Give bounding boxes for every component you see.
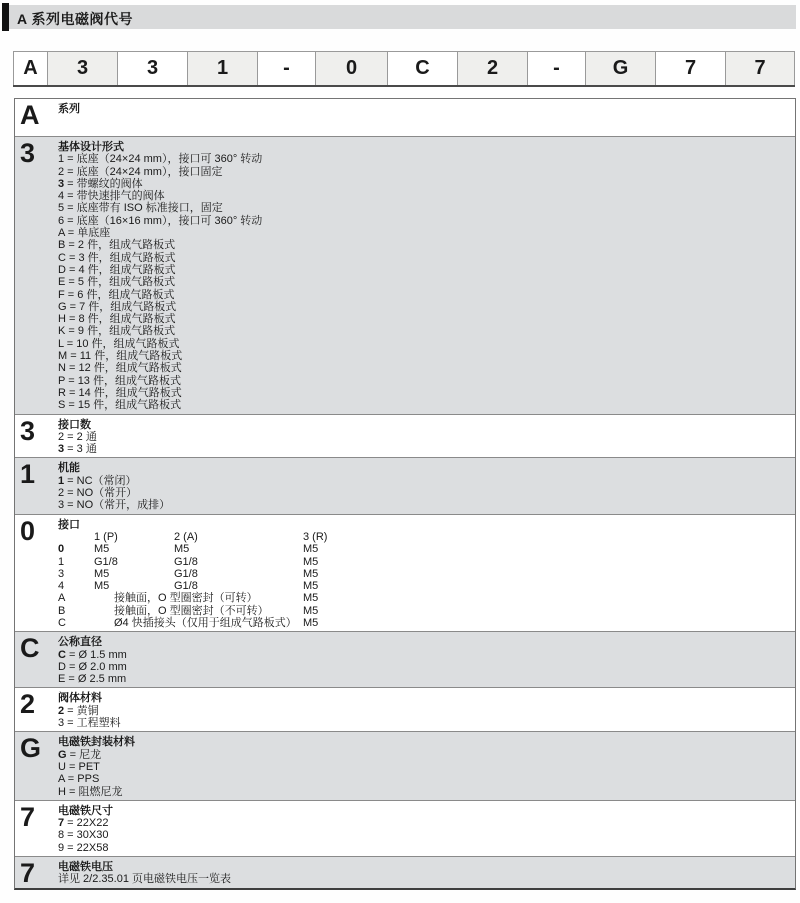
line-text: 10 件，组成气路板式 (76, 337, 180, 350)
spec-table (14, 98, 796, 890)
model-code-row (13, 51, 795, 87)
port-table-row (58, 556, 789, 568)
port-cell: M5 (94, 543, 110, 556)
section-title: 电磁铁电压 (58, 861, 113, 874)
line-equals: = (67, 350, 80, 363)
section-code: 0 (20, 515, 36, 546)
port-header-cell: 2 (A) (174, 530, 198, 543)
spec-line (58, 817, 789, 829)
line-text: 8 件，组成气路板式 (78, 313, 176, 326)
section-note: 详见 2/2.35.01 页电磁铁电压一览表 (58, 873, 231, 886)
line-equals: = (64, 202, 77, 215)
line-key: G (58, 748, 67, 761)
spec-line (58, 202, 789, 214)
line-key: H (58, 313, 66, 326)
line-text: 30X30 (76, 829, 109, 842)
port-cell: G1/8 (94, 555, 118, 568)
header-accent-bar (2, 3, 9, 31)
port-cell: M5 (94, 567, 110, 580)
line-text: Ø 1.5 mm (78, 648, 127, 661)
line-text: 13 件，组成气路板式 (77, 374, 181, 387)
spec-line (58, 649, 789, 661)
section-code: 7 (20, 801, 36, 832)
line-equals: = (65, 673, 78, 686)
spec-line (58, 387, 789, 399)
line-equals: = (64, 177, 77, 190)
line-equals: = (65, 276, 78, 289)
line-text: 3 件，组成气路板式 (78, 251, 176, 264)
spec-line (58, 252, 789, 264)
port-row-code: A (58, 592, 66, 605)
port-cell: M5 (174, 543, 190, 556)
line-key: B (58, 239, 66, 252)
port-header-cell: 3 (R) (303, 530, 328, 543)
line-equals: = (64, 165, 77, 178)
spec-line (58, 153, 789, 165)
spec-line (58, 761, 789, 773)
section-code: 1 (20, 459, 36, 490)
line-text: 15 件，组成气路板式 (77, 399, 182, 412)
line-key: S (58, 399, 66, 412)
spec-line (58, 431, 789, 443)
line-key: 7 (58, 817, 65, 830)
line-key: E (58, 673, 66, 686)
port-table-row (58, 592, 789, 604)
section-body (58, 857, 795, 888)
port-cell: M5 (303, 567, 319, 580)
section-code: A (20, 100, 40, 130)
spec-line (58, 325, 789, 337)
line-key: 9 (58, 841, 65, 854)
section-row-10 (15, 856, 795, 888)
port-table-row (58, 617, 789, 629)
line-equals: = (64, 487, 77, 500)
page-title: A 系列电磁阀代号 (17, 11, 133, 27)
code-cell-3: 3 (117, 51, 187, 85)
spec-line (58, 166, 789, 178)
spec-line (58, 499, 789, 511)
port-row-code: 3 (58, 567, 65, 580)
line-key: P (58, 374, 66, 387)
line-equals: = (65, 399, 78, 412)
section-body (58, 415, 795, 458)
spec-line (58, 375, 789, 387)
spec-line (58, 749, 789, 761)
spec-line (58, 773, 789, 785)
spec-line (58, 673, 789, 685)
code-cell-3: 3 (47, 51, 117, 85)
line-key: D (58, 660, 66, 673)
section-title: 公称直径 (58, 636, 102, 649)
line-text: 7 件，组成气路板式 (79, 300, 177, 313)
section-title: 基体设计形式 (58, 141, 124, 153)
line-text: 14 件，组成气路板式 (78, 386, 182, 399)
port-table-row (58, 580, 789, 592)
line-key: K (58, 325, 66, 338)
line-text: 12 件，组成气路板式 (78, 362, 182, 375)
line-equals: = (63, 337, 77, 350)
code-cell-G: G (585, 51, 655, 85)
line-text: 11 件，组成气路板式 (79, 350, 183, 363)
port-cell: M5 (303, 543, 319, 556)
line-key: 5 (58, 202, 65, 215)
port-cell: M5 (303, 604, 319, 617)
line-key: 1 (58, 153, 65, 166)
line-equals: = (66, 748, 80, 761)
port-cell: M5 (94, 580, 110, 593)
line-text: 5 件，组成气路板式 (77, 276, 176, 289)
line-equals: = (65, 263, 79, 276)
line-key: 6 (58, 214, 65, 227)
port-cell: M5 (303, 555, 319, 568)
spec-line (58, 264, 789, 276)
line-text: Ø 2.0 mm (78, 660, 127, 673)
line-key: 2 (58, 487, 65, 500)
port-cell: M5 (303, 580, 319, 593)
port-table (58, 531, 789, 629)
section-body (58, 515, 795, 632)
line-equals: = (65, 785, 79, 798)
line-equals: = (64, 841, 77, 854)
line-text: 底座带有 ISO 标准接口，固定 (76, 202, 223, 215)
section-body (58, 801, 795, 856)
line-equals: = (64, 817, 77, 830)
line-text: 底座（24×24 mm），接口可 360° 转动 (76, 153, 263, 166)
line-key: 3 (58, 499, 65, 512)
section-row-6 (15, 631, 795, 687)
line-key: A (58, 773, 65, 786)
line-text: 带螺纹的阀体 (76, 177, 143, 190)
line-text: 单底座 (77, 227, 111, 240)
line-equals: = (64, 214, 77, 227)
port-span-cell: 接触面，O 型圈密封（可转） (114, 592, 258, 605)
line-text: 22X22 (76, 817, 109, 830)
line-text: PET (78, 760, 100, 773)
section-row-7 (15, 687, 795, 731)
section-row-4 (15, 457, 795, 513)
port-table-row (58, 543, 789, 555)
line-equals: = (64, 499, 77, 512)
line-equals: = (64, 430, 77, 443)
section-body (58, 732, 795, 799)
line-equals: = (64, 153, 77, 166)
spec-line (58, 350, 789, 362)
spec-line (58, 443, 789, 455)
line-text: NO（常开） (76, 487, 138, 500)
line-equals: = (66, 300, 80, 313)
line-key: D (58, 263, 66, 276)
port-cell: G1/8 (174, 567, 198, 580)
line-text: 4 件，组成气路板式 (78, 263, 176, 276)
section-code: 7 (20, 858, 36, 889)
line-equals: = (65, 374, 78, 387)
code-cell-dash: - (527, 51, 585, 85)
section-title: 电磁铁尺寸 (58, 804, 113, 817)
section-title: 接口 (58, 518, 80, 531)
line-key: 2 (58, 430, 65, 443)
line-equals: = (65, 239, 78, 252)
section-title: 阀体材料 (58, 692, 102, 705)
line-text: 底座（24×24 mm），接口固定 (76, 165, 223, 178)
line-equals: = (65, 648, 79, 661)
code-cell-C: C (387, 51, 457, 85)
section-row-1 (15, 99, 795, 136)
spec-line (58, 338, 789, 350)
line-equals: = (64, 474, 77, 487)
port-row-code: 1 (58, 555, 65, 568)
spec-line (58, 215, 789, 227)
section-body (58, 99, 795, 136)
section-code: 3 (20, 138, 36, 168)
line-key: E (58, 276, 66, 289)
section-code: G (20, 733, 42, 764)
line-key: H (58, 785, 66, 798)
line-key: R (58, 386, 66, 399)
section-row-8 (15, 731, 795, 799)
spec-line (58, 717, 789, 729)
code-cell-2: 2 (457, 51, 527, 85)
line-equals: = (65, 660, 79, 673)
section-row-2 (15, 136, 795, 414)
port-span-cell: 接触面，O 型圈密封（不可转） (114, 604, 269, 617)
line-equals: = (64, 717, 77, 730)
line-key: M (58, 350, 68, 363)
line-equals: = (64, 443, 77, 456)
line-text: 22X58 (76, 841, 109, 854)
line-key: G (58, 300, 67, 313)
section-title: 电磁铁封装材料 (58, 736, 135, 749)
line-key: 3 (58, 443, 65, 456)
section-body (58, 632, 795, 687)
line-equals: = (64, 829, 77, 842)
line-key: U (58, 760, 66, 773)
line-text: 6 件，组成气路板式 (77, 288, 175, 301)
port-header-spacer (58, 531, 94, 543)
spec-line (58, 399, 789, 411)
line-key: 8 (58, 829, 65, 842)
line-text: 带快速排气的阀体 (76, 190, 165, 203)
spec-line (58, 190, 789, 202)
port-cell: M5 (303, 592, 319, 605)
section-row-5 (15, 514, 795, 632)
spec-line (58, 829, 789, 841)
line-key: 3 (58, 177, 65, 190)
line-key: 3 (58, 717, 65, 730)
line-text: Ø 2.5 mm (77, 673, 127, 686)
port-row-code: B (58, 604, 66, 617)
line-equals: = (65, 362, 79, 375)
line-equals: = (65, 760, 79, 773)
spec-line (58, 227, 789, 239)
line-text: PPS (77, 773, 100, 786)
section-code: 3 (20, 415, 36, 446)
code-cell-0: 0 (315, 51, 387, 85)
section-row-3 (15, 414, 795, 458)
line-text: NC（常闭） (76, 474, 137, 487)
section-body (58, 688, 795, 731)
section-code: 2 (20, 689, 36, 720)
line-key: 2 (58, 165, 65, 178)
line-equals: = (64, 227, 78, 240)
spec-line (58, 276, 789, 288)
port-header-cell: 1 (P) (94, 530, 118, 543)
spec-line (58, 313, 789, 325)
code-cell-7: 7 (655, 51, 725, 85)
spec-line (58, 487, 789, 499)
line-equals: = (64, 190, 77, 203)
section-title: 系列 (58, 103, 80, 115)
spec-line (58, 289, 789, 301)
port-row-code: C (58, 616, 66, 629)
spec-line (58, 786, 789, 798)
section-row-9 (15, 800, 795, 856)
line-equals: = (64, 773, 78, 786)
port-table-row (58, 568, 789, 580)
line-key: 2 (58, 704, 65, 717)
line-key: F (58, 288, 65, 301)
port-cell: G1/8 (174, 555, 198, 568)
section-title: 机能 (58, 462, 80, 475)
line-equals: = (65, 386, 79, 399)
port-row-code: 0 (58, 543, 65, 556)
spec-line (58, 705, 789, 717)
line-key: 1 (58, 474, 65, 487)
spec-line (58, 301, 789, 313)
line-key: 4 (58, 190, 65, 203)
section-body (58, 137, 795, 414)
port-table-row (58, 605, 789, 617)
page-header (0, 2, 800, 32)
code-cell-1: 1 (187, 51, 257, 85)
spec-line (58, 362, 789, 374)
line-text: 9 件，组成气路板式 (77, 325, 176, 338)
port-cell: M5 (303, 616, 319, 629)
port-cell: G1/8 (174, 580, 198, 593)
line-equals: = (64, 288, 78, 301)
section-title: 接口数 (58, 418, 91, 431)
line-key: C (58, 251, 66, 264)
line-key: A (58, 227, 65, 240)
spec-line (58, 842, 789, 854)
line-equals: = (65, 313, 79, 326)
line-text: 3 通 (76, 443, 97, 456)
line-text: 阻燃尼龙 (78, 785, 123, 798)
line-key: L (58, 337, 64, 350)
line-text: 尼龙 (79, 748, 102, 761)
port-table-header-row (58, 531, 789, 543)
spec-line (58, 239, 789, 251)
line-text: 2 通 (76, 430, 97, 443)
line-key: C (58, 648, 66, 661)
code-cell-7: 7 (725, 51, 795, 85)
port-row-code: 4 (58, 580, 65, 593)
spec-line (58, 475, 789, 487)
spec-line (58, 661, 789, 673)
spec-line (58, 178, 789, 190)
line-text: 底座（16×16 mm），接口可 360° 转动 (76, 214, 263, 227)
port-span-cell: Ø4 快插接头（仅用于组成气路板式） (114, 616, 297, 629)
line-text: NO（常开，成排） (76, 499, 171, 512)
section-code: C (20, 633, 40, 664)
code-cell-dash: - (257, 51, 315, 85)
line-equals: = (64, 704, 77, 717)
code-cell-A: A (13, 51, 47, 85)
line-key: N (58, 362, 66, 375)
line-equals: = (65, 325, 78, 338)
section-body (58, 458, 795, 513)
line-text: 工程塑料 (76, 717, 121, 730)
line-equals: = (65, 251, 79, 264)
line-text: 2 件，组成气路板式 (77, 239, 176, 252)
line-text: 黄铜 (76, 704, 99, 717)
